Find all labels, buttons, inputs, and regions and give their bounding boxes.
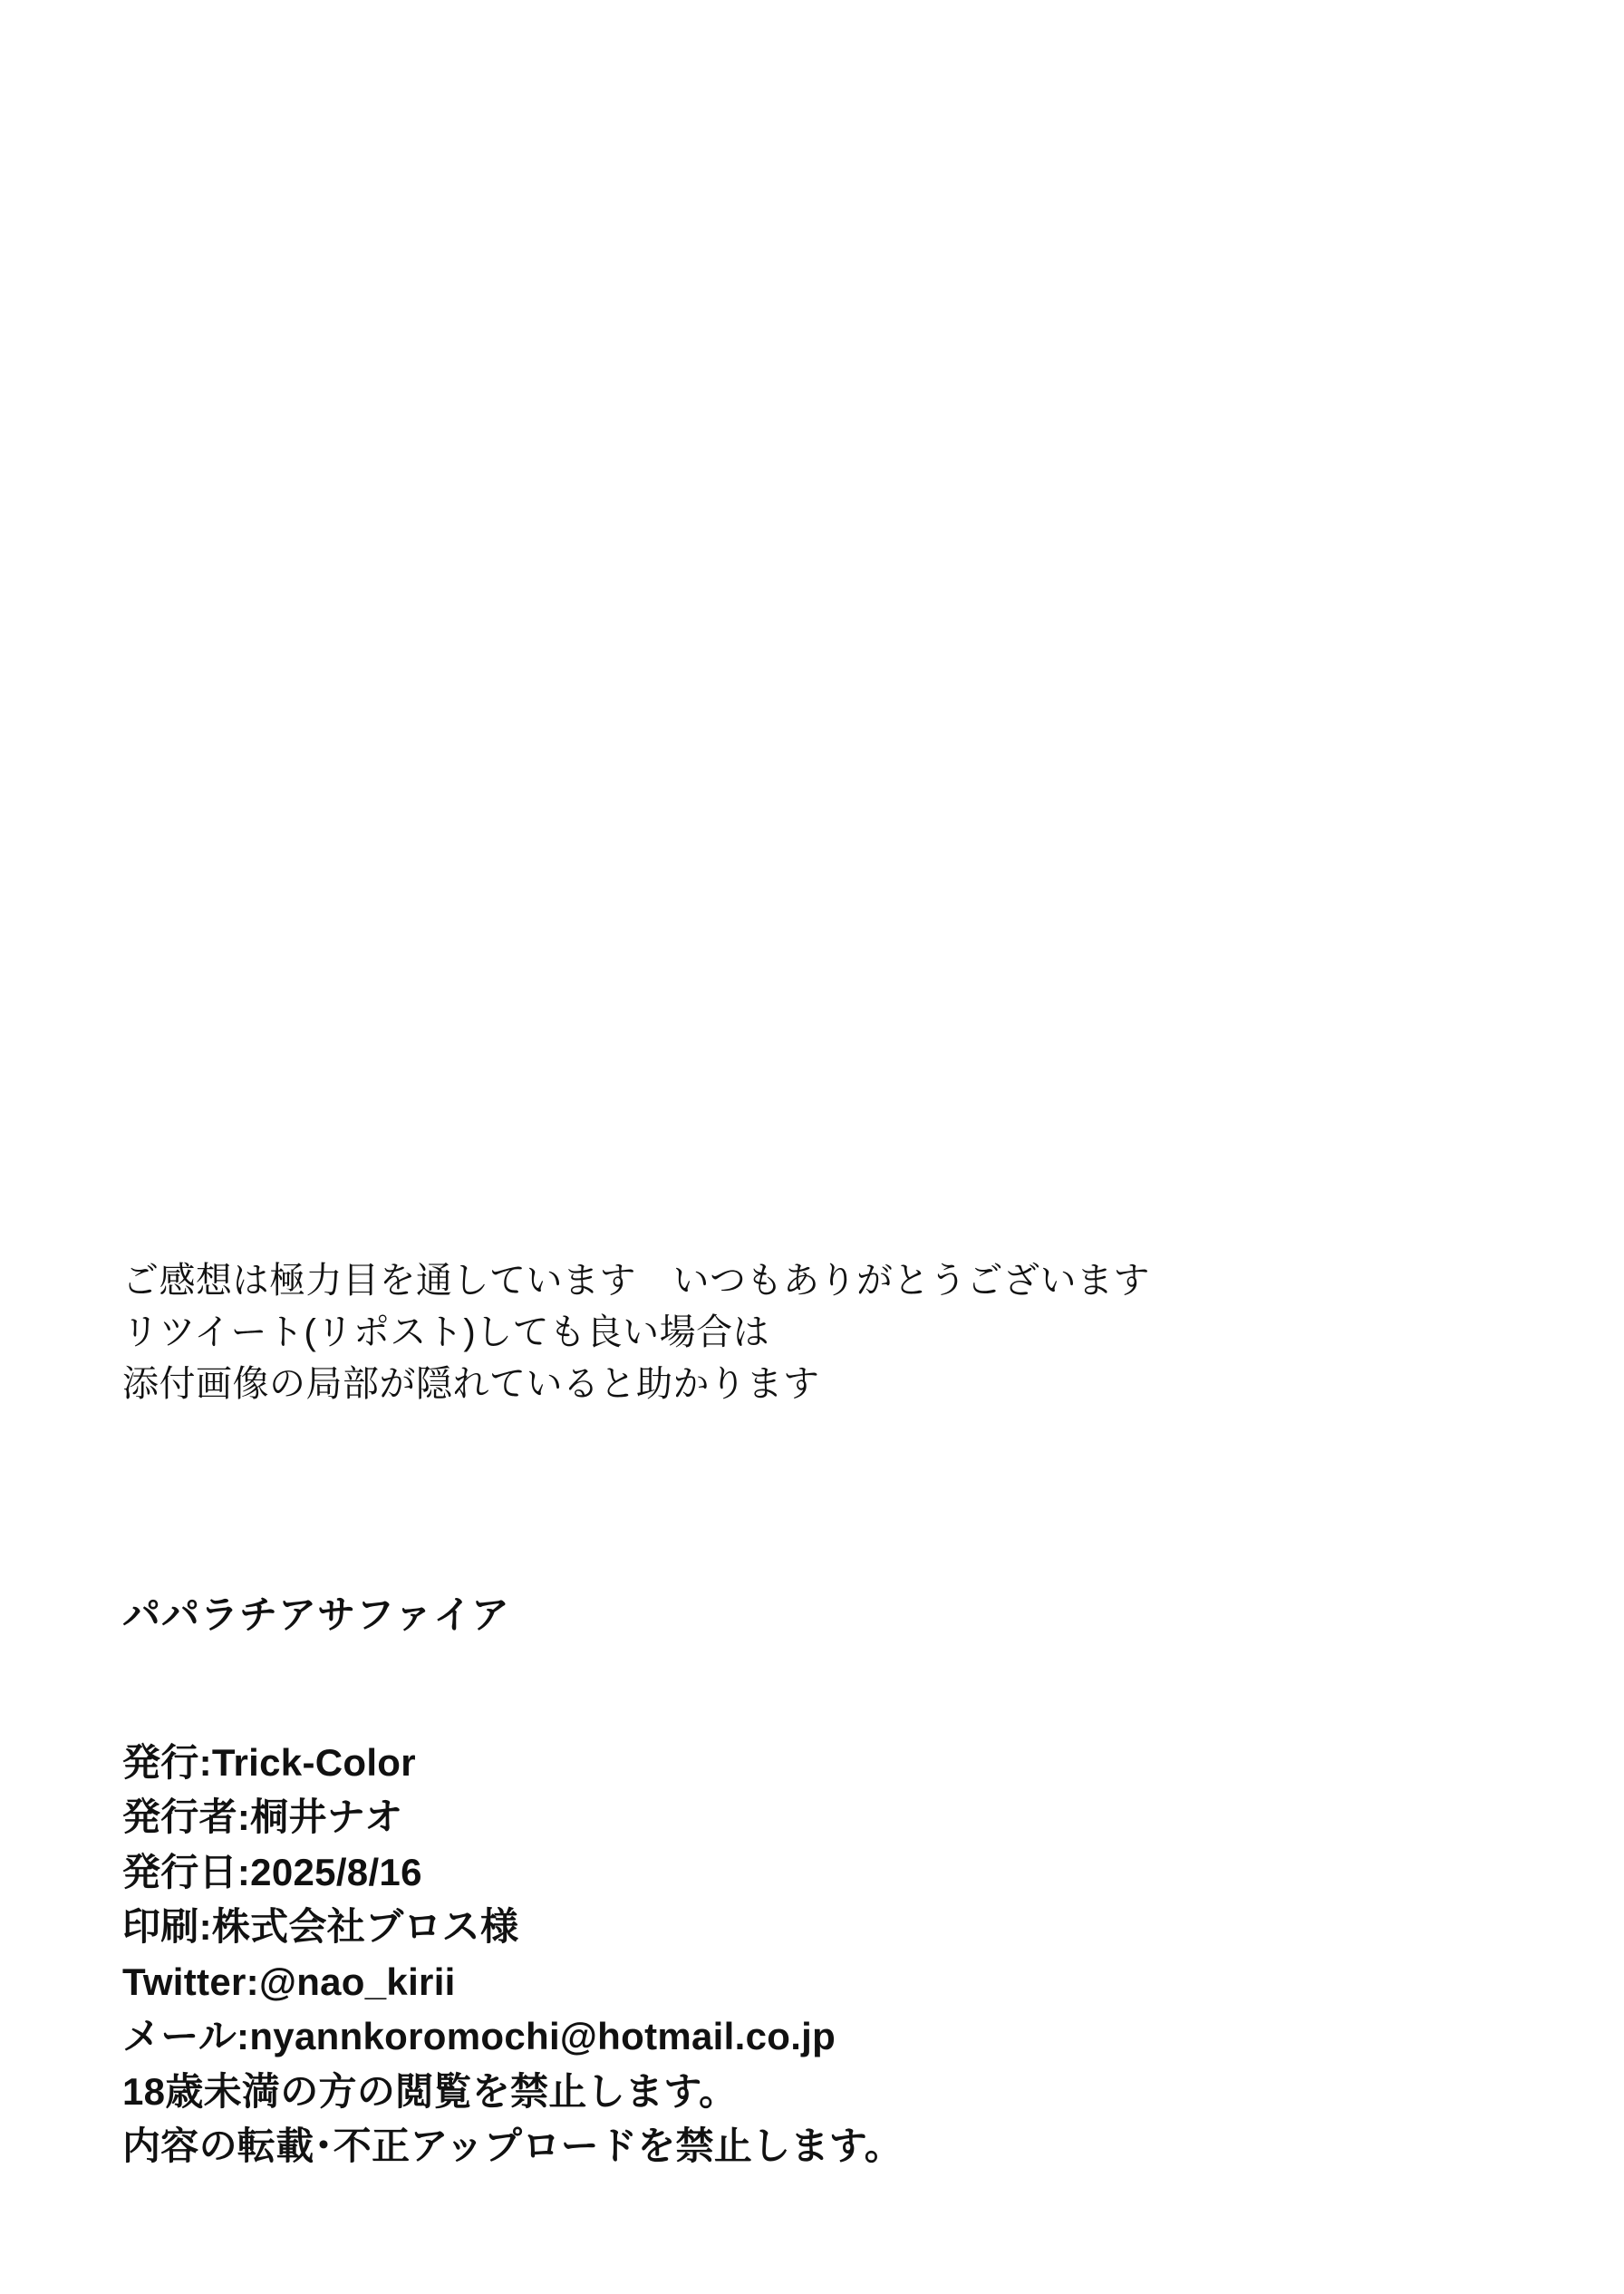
credit-reproduction-ban: 内容の転載･不正アップロードを禁止します。 (122, 2125, 904, 2168)
credit-twitter: Twitter:@nao_kirii (122, 1960, 456, 2003)
reader-note-line: リツイート(リポスト)しても良い場合は (122, 1312, 770, 1352)
reader-note-line: 添付画像の局部が隠れていると助かります (122, 1363, 820, 1404)
credit-publication-date: 発行日:2025/8/16 (122, 1850, 422, 1893)
colophon-block (122, 1255, 1536, 2174)
credit-email: メール:nyannkoromochi@hotmail.co.jp (122, 2015, 836, 2058)
credit-publisher: 発行:Trick-Color (122, 1740, 416, 1784)
credit-age-restriction: 18歳未満の方の閲覧を禁止します。 (122, 2069, 738, 2113)
publication-credits (122, 1736, 1536, 2174)
reader-note-line: ご感想は極力目を通しています いつもありがとうございます (122, 1261, 1150, 1301)
credit-author: 発行者:桐井ナオ (122, 1796, 403, 1839)
work-title: パパラチアサファイア (122, 1593, 510, 1637)
credit-printer: 印刷:株式会社ブロス様 (122, 1905, 519, 1949)
reader-notes (122, 1255, 1536, 1409)
